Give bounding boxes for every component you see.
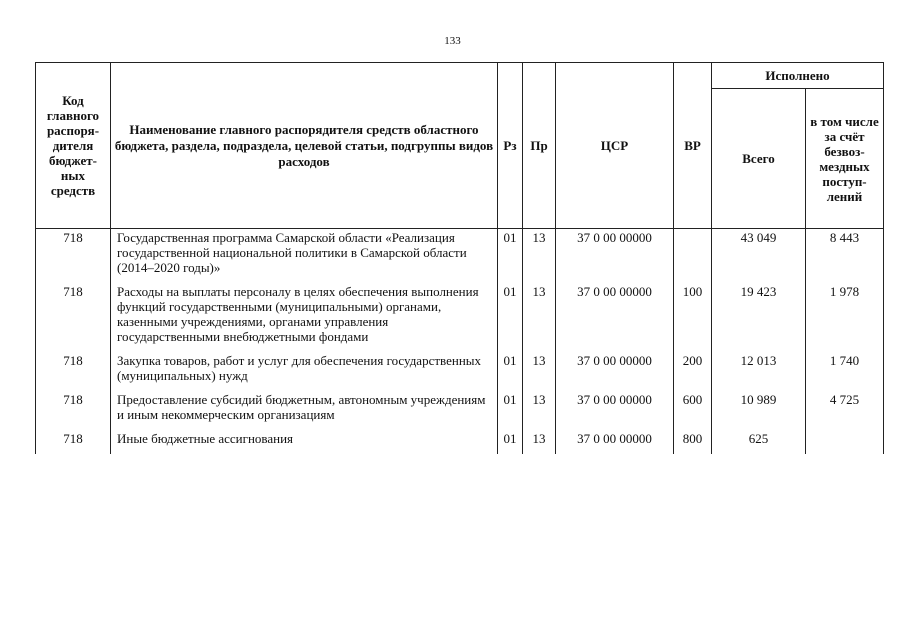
cell-name: Расходы на выплаты персоналу в целях обеспечения выполнения функций государственными (муниципальными) органами, казенными учреждениями, органами управления государственными внебюджетными фондами: [111, 283, 498, 352]
cell-pr: 13: [523, 352, 556, 391]
header-vr: ВР: [674, 63, 712, 229]
cell-code: 718: [36, 430, 111, 454]
cell-total: 12 013: [712, 352, 806, 391]
cell-vr: 600: [674, 391, 712, 430]
cell-rz: 01: [498, 229, 523, 284]
cell-name: Иные бюджетные ассигнования: [111, 430, 498, 454]
table-row: [36, 229, 884, 284]
budget-table: [35, 62, 884, 454]
cell-total: 10 989: [712, 391, 806, 430]
cell-code: 718: [36, 229, 111, 284]
cell-vr: 800: [674, 430, 712, 454]
cell-rz: 01: [498, 391, 523, 430]
cell-code: 718: [36, 352, 111, 391]
cell-total: 43 049: [712, 229, 806, 284]
cell-csr: 37 0 00 00000: [556, 430, 674, 454]
cell-name: Закупка товаров, работ и услуг для обеспечения государственных (муниципальных) нужд: [111, 352, 498, 391]
cell-free: 1 978: [806, 283, 884, 352]
table-row: [36, 391, 884, 430]
header-pr: Пр: [523, 63, 556, 229]
page-number: 133: [444, 35, 461, 47]
cell-total: 625: [712, 430, 806, 454]
header-incl: в том числе за счёт безвоз-мездных поступ-лений: [806, 89, 884, 229]
header-code: Код главного распоря-дителя бюджет-ных средств: [36, 63, 111, 229]
cell-code: 718: [36, 391, 111, 430]
table-row: [36, 352, 884, 391]
cell-rz: 01: [498, 430, 523, 454]
cell-name: Государственная программа Самарской области «Реализация государственной национальной политики в Самарской области (2014–2020 годы)»: [111, 229, 498, 284]
header-name: Наименование главного распорядителя средств областного бюджета, раздела, подраздела, целевой статьи, подгруппы видов расходов: [111, 63, 498, 229]
header-rz: Рз: [498, 63, 523, 229]
cell-free: 1 740: [806, 352, 884, 391]
header-total: Всего: [712, 89, 806, 229]
cell-rz: 01: [498, 283, 523, 352]
table-row: [36, 283, 884, 352]
cell-total: 19 423: [712, 283, 806, 352]
cell-pr: 13: [523, 283, 556, 352]
cell-csr: 37 0 00 00000: [556, 391, 674, 430]
cell-csr: 37 0 00 00000: [556, 352, 674, 391]
table-header: [36, 63, 884, 229]
cell-free: [806, 430, 884, 454]
cell-free: 4 725: [806, 391, 884, 430]
header-executed: Исполнено: [712, 63, 884, 89]
cell-pr: 13: [523, 430, 556, 454]
cell-rz: 01: [498, 352, 523, 391]
cell-name: Предоставление субсидий бюджетным, автономным учреждениям и иным некоммерческим организациям: [111, 391, 498, 430]
header-csr: ЦСР: [556, 63, 674, 229]
table-row: [36, 430, 884, 454]
cell-vr: [674, 229, 712, 284]
cell-csr: 37 0 00 00000: [556, 229, 674, 284]
cell-vr: 200: [674, 352, 712, 391]
cell-pr: 13: [523, 229, 556, 284]
cell-vr: 100: [674, 283, 712, 352]
cell-free: 8 443: [806, 229, 884, 284]
cell-pr: 13: [523, 391, 556, 430]
cell-csr: 37 0 00 00000: [556, 283, 674, 352]
cell-code: 718: [36, 283, 111, 352]
